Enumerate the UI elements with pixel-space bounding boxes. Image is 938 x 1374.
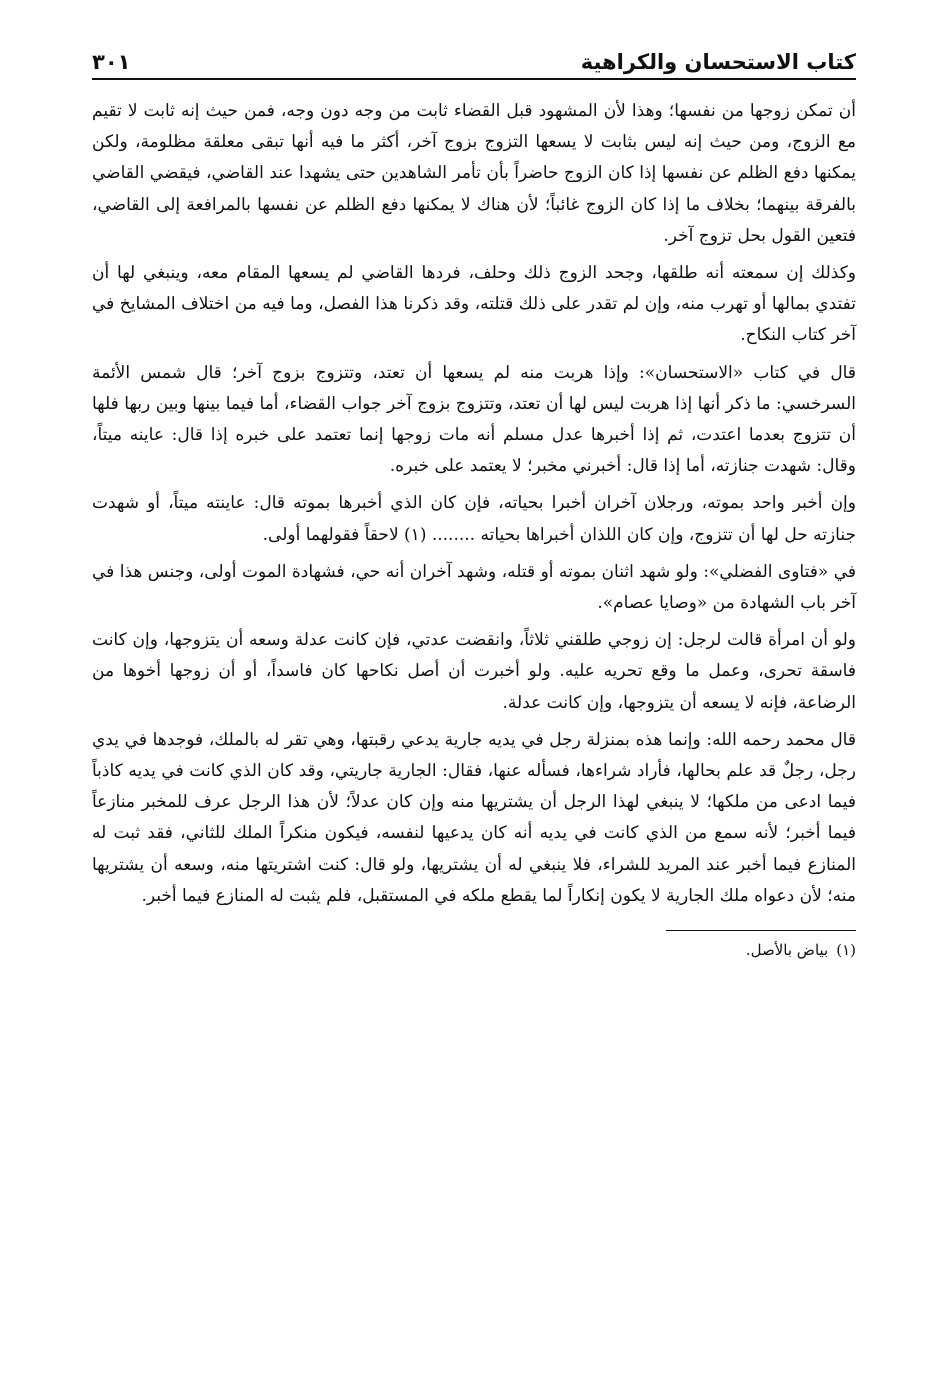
body-text	[92, 96, 856, 912]
running-header	[92, 40, 856, 80]
paragraph: وإن أخبر واحد بموته، ورجلان آخران أخبرا بحياته، فإن كان الذي أخبرها بموته قال: عاينته ميتاً، أو شهدت جنازته حل لها أن تتزوج، وإن كان اللذان أخبراها بحياته ........ (١) لاحقاً فقولهما أولى.	[92, 493, 856, 545]
paragraph: أن تمكن زوجها من نفسها؛ وهذا لأن المشهود قبل القضاء ثابت من وجه دون وجه، فمن حيث إنه ثابت لا تقيم مع الزوج، ومن حيث إنه ليس بثابت لا يسعها التزوج بزوج آخر، أكثر ما فيه أنها تبقى معلقة مظلومة، ولكن يمكنها دفع الظلم عن نفسها إذا كان الزوج حاضراً بأن تأمر الشاهدين حتى يشهدا عند القاضي، فيقضي القاضي بالفرقة بينهما؛ بخلاف ما إذا كان الزوج غائباً؛ لأن هناك لا يمكنها دفع الظلم عن نفسها بالمرافعة إلى القاضي، فتعين القول بحل تزوج آخر.	[92, 101, 856, 246]
book-page	[92, 40, 856, 963]
paragraph: في «فتاوى الفضلي»: ولو شهد اثنان بموته أو قتله، وشهد آخران أنه حي، فشهادة الموت أولى، وجنس هذا في آخر باب الشهادة من «وصايا عصام».	[92, 561, 856, 614]
page-number: ٣٠١	[92, 50, 131, 74]
paragraph: ولو أن امرأة قالت لرجل: إن زوجي طلقني ثلاثاً، وانقضت عدتي، فإن كانت عدلة وسعه أن يتزوجها، وإن كانت فاسقة تحرى، وعمل ما وقع تحريه عليه. ولو أخبرت أن أصل نكاحها كان فاسداً، أو أن زوجها أخوها من الرضاعة، فإنه لا يسعه أن يتزوجها، وإن كانت عدلة.	[92, 630, 856, 713]
footnote	[92, 937, 856, 963]
footnote-divider	[666, 930, 856, 931]
paragraph: وكذلك إن سمعته أنه طلقها، وجحد الزوج ذلك وحلف، فردها القاضي لم يسعها المقام معه، وينبغي لها أن تفتدي بمالها أو تهرب منه، وإن لم تقدر على ذلك قتلته، وقد ذكرنا هذا الفصل، وما فيه من اختلاف المشايخ في آخر كتاب النكاح.	[92, 263, 856, 346]
paragraph: قال في كتاب «الاستحسان»: وإذا هربت منه لم يسعها أن تعتد، وتتزوج بزوج آخر؛ قال شمس الأئمة السرخسي: ما ذكر أنها إذا هربت ليس لها أن تعتد، وتتزوج بزوج آخر جواب القضاء، أما فيما بينها وبين ربها فلها أن تتزوج بعدما اعتدت، ثم إذا أخبرها عدل مسلم أنه مات زوجها إنما تعتمد على خبره إذا قال: عاينه ميتاً، وقال: شهدت جنازته، أما إذا قال: أخبرني مخبر؛ لا يعتمد على خبره.	[92, 362, 856, 477]
footnote-text: بياض بالأصل.	[745, 941, 829, 960]
running-title: كتاب الاستحسان والكراهية	[580, 50, 856, 74]
paragraph: قال محمد رحمه الله: وإنما هذه بمنزلة رجل في يديه جارية يدعي رقبتها، وهي تقر له بالملك، فوجدها في يدي رجل، رجلٌ قد علم بحالها، فأراد شراءها، فسأله عنها، فقال: الجارية جاريتي، وقد كان الذي كانت في يديه كاذباً فيما ادعى من ملكها؛ لا ينبغي لهذا الرجل أن يشتريها منه وإن كان عدلاً؛ لأن هذا الرجل عرف للمخبر منازعاً فيما أخبر؛ لأنه سمع من الذي كانت في يديه أنه كان يدعيها لنفسه، فيكون منكراً الملك للثاني، فقد ثبت له المنازع فيما أخبر عند المريد للشراء، فلا ينبغي له أن يشتريها، ولو قال: كنت اشتريتها منه، وسعه أن يشتريها منه؛ لأن دعواه ملك الجارية لا يكون إنكاراً لما يقطع ملكه في المستقبل، فلم يثبت له المنازع فيما أخبر.	[92, 729, 856, 906]
footnote-marker: (١)	[836, 941, 856, 960]
